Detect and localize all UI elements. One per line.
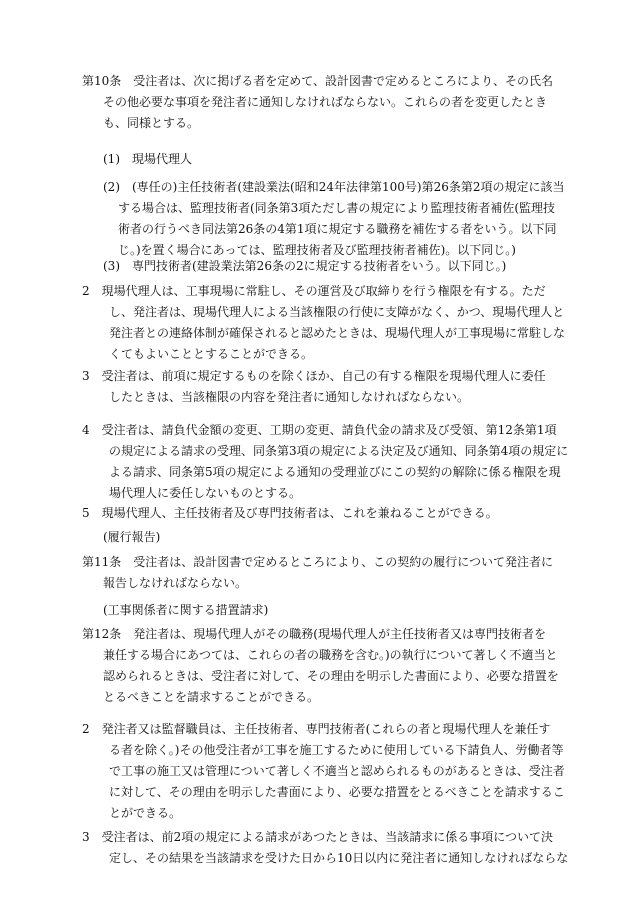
item-line: (1) 現場代理人: [103, 152, 192, 166]
article-11-line: 報告しなければならない。: [103, 576, 248, 590]
para-line: とができる。: [109, 806, 182, 820]
para-line: 5 現場代理人、主任技術者及び専門技術者は、これを兼ねることができる。: [82, 506, 498, 520]
article-12-line: 兼任する場合にあつては、これらの者の職務を含む。)の執行について著しく不適当と: [103, 648, 558, 662]
para-line: し、発注者は、現場代理人による当該権限の行使に支障がなく、かつ、現場代理人と: [109, 305, 565, 319]
article-11-line: 第11条 受注者は、設計図書で定めるところにより、この契約の履行について発注者に: [82, 555, 554, 569]
para-line: よる請求、同条第5項の規定による通知の受理並びにこの契約の解除に係る権限を現: [109, 465, 561, 479]
item-line: (2) (専任の)主任技術者(建設業法(昭和24年法律第100号)第26条第2項の規定に該当: [103, 180, 565, 194]
article-10-line: その他必要な事項を発注者に通知しなければならない。これらの者を変更したとき: [103, 95, 548, 109]
para-line: 4 受注者は、請負代金額の変更、工期の変更、請負代金の請求及び受領、第12条第1項: [82, 423, 557, 437]
article-12-line: 第12条 発注者は、現場代理人がその職務(現場代理人が主任技術者又は専門技術者を: [82, 627, 546, 641]
para-line: くてもよいこととすることができる。: [109, 347, 314, 361]
para-line: 発注者との連絡体制が確保されると認めたときは、現場代理人が工事現場に常駐しな: [109, 326, 566, 340]
item-line: じ。)を置く場合にあっては、監理技術者及び監理技術者補佐)。以下同じ。): [118, 243, 516, 257]
article-caption: (工事関係者に関する措置請求): [103, 603, 269, 617]
para-line: 定し、その結果を当該請求を受けた日から10日以内に発注者に通知しなければならな: [109, 851, 569, 865]
para-line: る者を除く。)その他受注者が工事を施工するために使用している下請負人、労働者等: [109, 743, 564, 757]
para-line: の規定による請求の受理、同条第3項の規定による決定及び通知、同条第4項の規定に: [109, 444, 569, 458]
article-10-line: 第10条 受注者は、次に掲げる者を定めて、設計図書で定めるところにより、その氏名: [82, 74, 554, 88]
para-line: 2 現場代理人は、工事現場に常駐し、その運営及び取締りを行う権限を有する。ただ: [82, 284, 546, 298]
para-line: 2 発注者又は監督職員は、主任技術者、専門技術者(これらの者と現場代理人を兼任す: [82, 722, 551, 736]
para-line: で工事の施工又は管理について著しく不適当と認められるものがあるときは、受注者: [109, 764, 565, 778]
item-line: (3) 専門技術者(建設業法第26条の2に規定する技術者をいう。以下同じ。): [103, 259, 507, 273]
para-line: に対して、その理由を明示した書面により、必要な措置をとるべきことを請求するこ: [109, 785, 565, 799]
article-12-line: 認められるときは、受注者に対して、その理由を明示した書面により、必要な措置を: [103, 669, 559, 683]
para-line: 場代理人に委任しないものとする。: [109, 486, 302, 500]
article-caption: (履行報告): [103, 530, 161, 544]
item-line: する場合は、監理技術者(同条第3項ただし書の規定により監理技術者補佐(監理技: [118, 201, 556, 215]
article-10-line: も、同様とする。: [103, 116, 200, 130]
article-12-line: とるべきことを請求することができる。: [103, 690, 320, 704]
item-line: 術者の行うべき同法第26条の4第1項に規定する職務を補佐する者をいう。以下同: [118, 222, 557, 236]
para-line: 3 受注者は、前2項の規定による請求があつたときは、当該請求に係る事項について決: [82, 830, 554, 844]
para-line: したときは、当該権限の内容を発注者に通知しなければならない。: [109, 390, 470, 404]
para-line: 3 受注者は、前項に規定するものを除くほか、自己の有する権限を現場代理人に委任: [82, 369, 546, 383]
